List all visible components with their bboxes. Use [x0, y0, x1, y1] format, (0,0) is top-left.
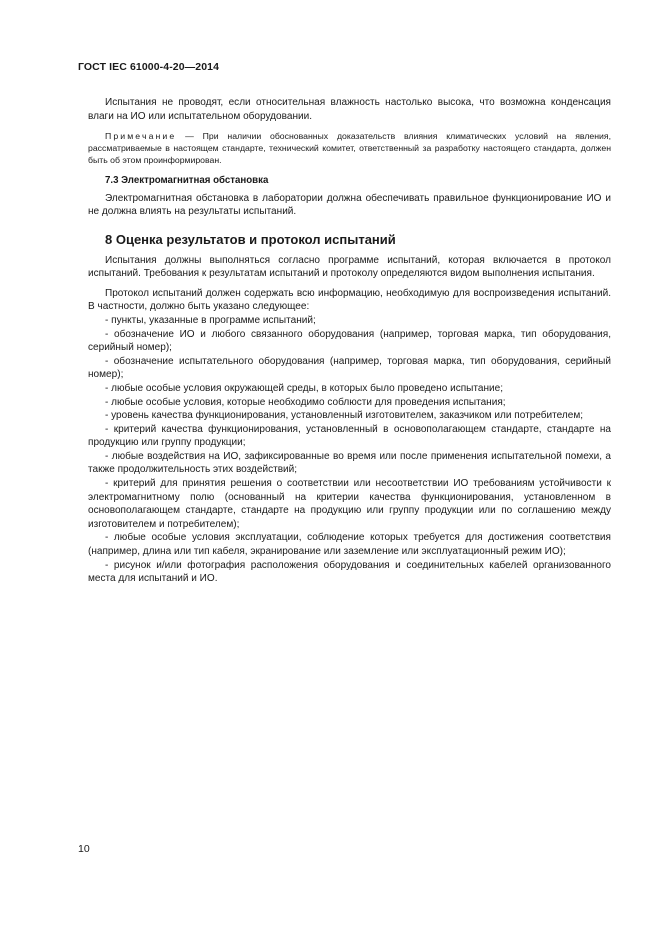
list-item: - уровень качества функционирования, установленный изготовителем, заказчиком или потребителем;: [105, 410, 584, 422]
page-content: [88, 96, 611, 586]
list-item: - любые воздействия на ИО, зафиксированные во время или после применения испытательной помехи, а также продолжительность этих воздействий;: [88, 450, 611, 476]
section-8-paragraph-2: Протокол испытаний должен содержать всю информацию, необходимую для воспроизведения испытаний. В частности, должно быть указано следующее:: [88, 287, 611, 313]
list-item: - любые особые условия, которые необходимо соблюсти для проведения испытания;: [105, 396, 506, 408]
page-number: 10: [78, 843, 90, 855]
report-requirements-list: [88, 314, 611, 586]
note-paragraph: [88, 130, 611, 166]
section-7-3-heading: 7.3 Электромагнитная обстановка: [105, 175, 269, 187]
list-item: - пункты, указанные в программе испытаний;: [105, 314, 316, 326]
list-item: - критерий для принятия решения о соответствии или несоответствии ИО требованиям устойчивости к электромагнитному полю (основанный на критерии качества функционирования, установленном в основополагающем стандарте, стандарте на продукцию или группу продукции или по соглашению между изготовителем и потребителем);: [88, 478, 611, 530]
list-item: - обозначение испытательного оборудования (например, торговая марка, тип оборудования, серийный номер);: [88, 355, 611, 381]
note-label: Примечание: [105, 131, 177, 142]
section-8-paragraph-1: Испытания должны выполняться согласно программе испытаний, которая включается в протокол испытаний. Требования к результатам испытаний и протоколу определяются видом выполнения испытания.: [88, 254, 611, 280]
document-header: ГОСТ IEC 61000-4-20—2014: [78, 61, 220, 73]
list-item: - рисунок и/или фотография расположения оборудования и соединительных кабелей организованного места для испытаний и ИО.: [88, 559, 611, 585]
list-item: - любые особые условия эксплуатации, соблюдение которых требуется для достижения соответствия (например, длина или тип кабеля, экранирование или заземление или эксплуатационный режим ИО);: [88, 532, 611, 558]
list-item: - критерий качества функционирования, установленный в основополагающем стандарте, стандарте на продукцию или группу продукции;: [88, 423, 611, 449]
section-8-heading: 8 Оценка результатов и протокол испытаний: [105, 231, 396, 247]
note-text: — При наличии обоснованных доказательств влияния климатических условий на явления, рассматриваемые в настоящем стандарте, технический комитет, ответственный за разработку настоящего стандарта, должен быть об этом проинформирован.: [88, 131, 611, 166]
section-7-3-paragraph: Электромагнитная обстановка в лаборатории должна обеспечивать правильное функционирование ИО и не должна влиять на результаты испытаний.: [88, 192, 611, 218]
list-item: - обозначение ИО и любого связанного оборудования (например, торговая марка, тип оборудования, серийный номер);: [88, 328, 611, 354]
humidity-paragraph: Испытания не проводят, если относительная влажность настолько высока, что возможна конденсация влаги на ИО или испытательном оборудовании.: [88, 97, 611, 122]
list-item: - любые особые условия окружающей среды, в которых было проведено испытание;: [105, 382, 503, 394]
